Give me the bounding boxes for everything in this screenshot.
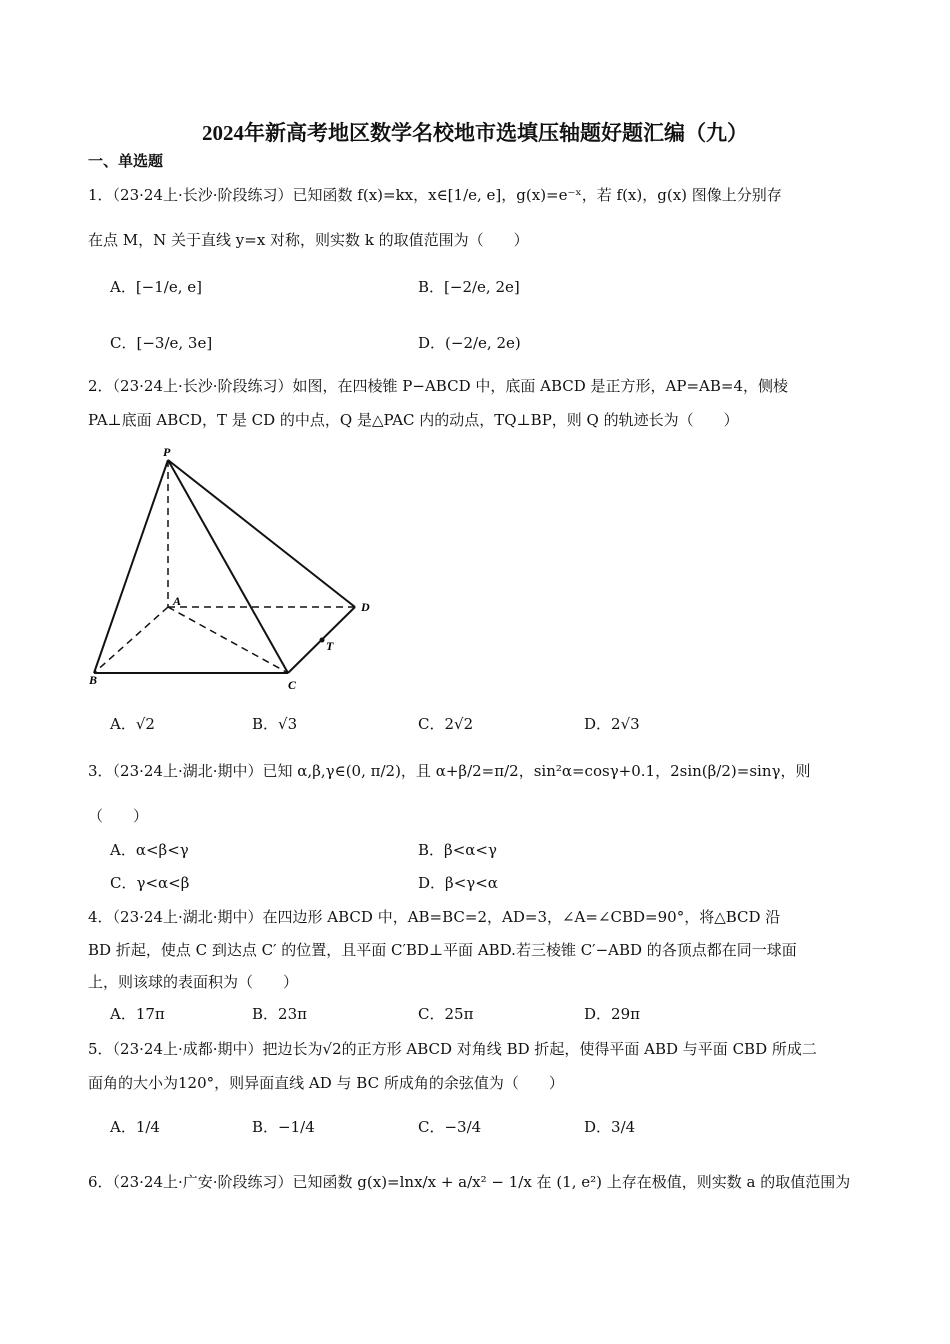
question-1-option-a[interactable]: A．[−1/e, e] bbox=[110, 278, 202, 296]
question-4-line-2: BD 折起，使点 C 到达点 C′ 的位置，且平面 C′BD⊥平面 ABD.若三棱锥 C′−ABD 的各顶点都在同一球面 bbox=[88, 941, 797, 959]
question-1-line-1: 1．（23·24上·长沙·阶段练习）已知函数 f(x)=kx，x∈[1/e, e]，g(x)=e⁻ˣ，若 f(x)，g(x) 图像上分别存 bbox=[88, 186, 782, 204]
question-5-line-2: 面角的大小为120°，则异面直线 AD 与 BC 所成角的余弦值为（ ） bbox=[88, 1074, 564, 1092]
question-5-option-c[interactable]: C．−3/4 bbox=[418, 1118, 482, 1136]
label-a: A bbox=[173, 594, 182, 608]
question-2-option-a[interactable]: A．√2 bbox=[110, 715, 155, 733]
question-4-option-c[interactable]: C．25π bbox=[418, 1005, 474, 1023]
edge-pc bbox=[168, 460, 288, 673]
question-2-option-c[interactable]: C．2√2 bbox=[418, 715, 474, 733]
label-c: C bbox=[288, 678, 297, 692]
label-b: B bbox=[89, 673, 98, 687]
edge-pd bbox=[168, 460, 355, 607]
edge-pb bbox=[94, 460, 168, 673]
question-5-option-d[interactable]: D．3/4 bbox=[584, 1118, 636, 1136]
question-1-option-c[interactable]: C．[−3/e, 3e] bbox=[110, 334, 213, 352]
question-1-option-b[interactable]: B．[−2/e, 2e] bbox=[418, 278, 520, 296]
question-4-line-3: 上，则该球的表面积为（ ） bbox=[88, 973, 299, 991]
question-3-option-c[interactable]: C．γ<α<β bbox=[110, 874, 190, 892]
label-t: T bbox=[326, 639, 334, 653]
question-2-line-2: PA⊥底面 ABCD，T 是 CD 的中点，Q 是△PAC 内的动点，TQ⊥BP，则 Q 的轨迹长为（ ） bbox=[88, 411, 739, 429]
section-heading: 一、单选题 bbox=[88, 152, 164, 170]
question-3-line-1: 3．（23·24上·湖北·期中）已知 α,β,γ∈(0, π/2)，且 α+β/2=π/2，sin²α=cosγ+0.1，2sin(β/2)=sinγ，则 bbox=[88, 762, 811, 780]
question-3-line-2: （ ） bbox=[88, 807, 149, 825]
question-5-option-b[interactable]: B．−1/4 bbox=[252, 1118, 315, 1136]
question-4-option-d[interactable]: D．29π bbox=[584, 1005, 640, 1023]
question-6-line-1: 6．（23·24上·广安·阶段练习）已知函数 g(x)=lnx/x + a/x² − 1/x 在 (1, e²) 上存在极值，则实数 a 的取值范围为 bbox=[88, 1173, 851, 1191]
point-t bbox=[320, 638, 325, 643]
question-4-option-b[interactable]: B．23π bbox=[252, 1005, 307, 1023]
question-1-line-2: 在点 M，N 关于直线 y=x 对称，则实数 k 的取值范围为（ ） bbox=[88, 231, 529, 249]
question-3-option-a[interactable]: A．α<β<γ bbox=[110, 841, 189, 859]
pyramid-figure bbox=[80, 440, 380, 700]
question-5-line-1: 5．（23·24上·成都·期中）把边长为√2的正方形 ABCD 对角线 BD 折起，使得平面 ABD 与平面 CBD 所成二 bbox=[88, 1040, 817, 1058]
page-title: 2024年新高考地区数学名校地市选填压轴题好题汇编（九） bbox=[202, 121, 748, 145]
question-4-line-1: 4．（23·24上·湖北·期中）在四边形 ABCD 中，AB=BC=2，AD=3，∠A=∠CBD=90°，将△BCD 沿 bbox=[88, 908, 781, 926]
question-3-option-b[interactable]: B．β<α<γ bbox=[418, 841, 497, 859]
question-2-option-d[interactable]: D．2√3 bbox=[584, 715, 640, 733]
label-p: P bbox=[163, 445, 171, 459]
question-5-option-a[interactable]: A．1/4 bbox=[110, 1118, 160, 1136]
question-2-line-1: 2．（23·24上·长沙·阶段练习）如图，在四棱锥 P−ABCD 中，底面 ABCD 是正方形，AP=AB=4，侧棱 bbox=[88, 377, 788, 395]
question-3-option-d[interactable]: D．β<γ<α bbox=[418, 874, 498, 892]
question-1-option-d[interactable]: D．(−2/e, 2e) bbox=[418, 334, 521, 352]
question-4-option-a[interactable]: A．17π bbox=[110, 1005, 165, 1023]
label-d: D bbox=[361, 600, 370, 614]
question-2-option-b[interactable]: B．√3 bbox=[252, 715, 298, 733]
